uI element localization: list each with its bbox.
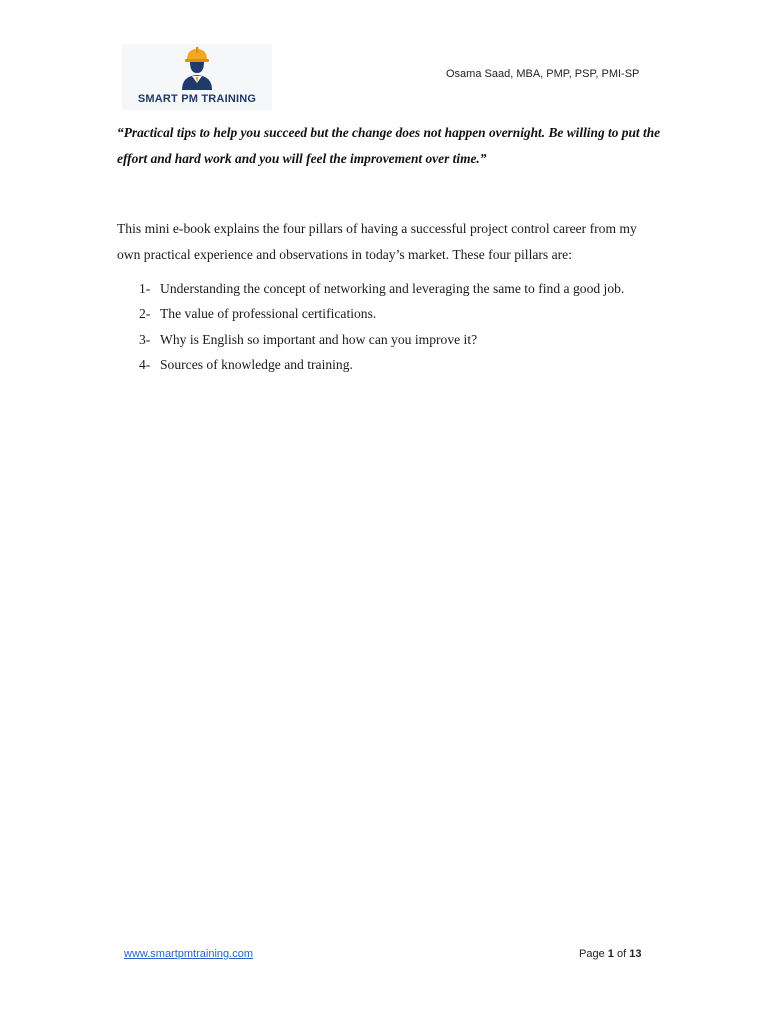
page-total: 13 xyxy=(629,948,642,960)
list-item-number: 2- xyxy=(139,306,151,322)
page-current: 1 xyxy=(607,948,614,960)
logo xyxy=(122,44,272,110)
list-item-number: 4- xyxy=(139,356,151,372)
list-item xyxy=(139,276,624,301)
list-item xyxy=(139,327,624,352)
pillars-list xyxy=(139,276,624,377)
author-name: Osama Saad, MBA, PMP, PSP, PMI-SP xyxy=(446,68,640,80)
list-item xyxy=(139,352,624,377)
list-item-text: The value of professional certifications. xyxy=(160,306,377,322)
page-of-label: of xyxy=(616,948,627,960)
list-item-number: 1- xyxy=(139,281,151,296)
list-item-number: 3- xyxy=(139,331,151,347)
list-item xyxy=(139,301,624,326)
intro-paragraph: This mini e-book explains the four pillars of having a successful project control career from my own practical experience and observations in today’s market. These four pillars are: xyxy=(117,221,637,262)
list-item-text: Sources of knowledge and training. xyxy=(160,356,353,372)
list-item-text: Understanding the concept of networking and leveraging the same to find a good job. xyxy=(160,281,625,296)
page-number xyxy=(579,948,641,960)
logo-text: SMART PM TRAINING xyxy=(137,93,257,105)
list-item-text: Why is English so important and how can you improve it? xyxy=(160,331,478,347)
opening-quote: “Practical tips to help you succeed but the change does not happen overnight. Be willing to put the effort and hard work and you will feel the improvement over time.” xyxy=(117,125,661,166)
worker-helmet-icon xyxy=(180,46,214,92)
website-link[interactable]: www.smartpmtraining.com xyxy=(124,948,253,960)
page-label: Page xyxy=(579,948,605,960)
